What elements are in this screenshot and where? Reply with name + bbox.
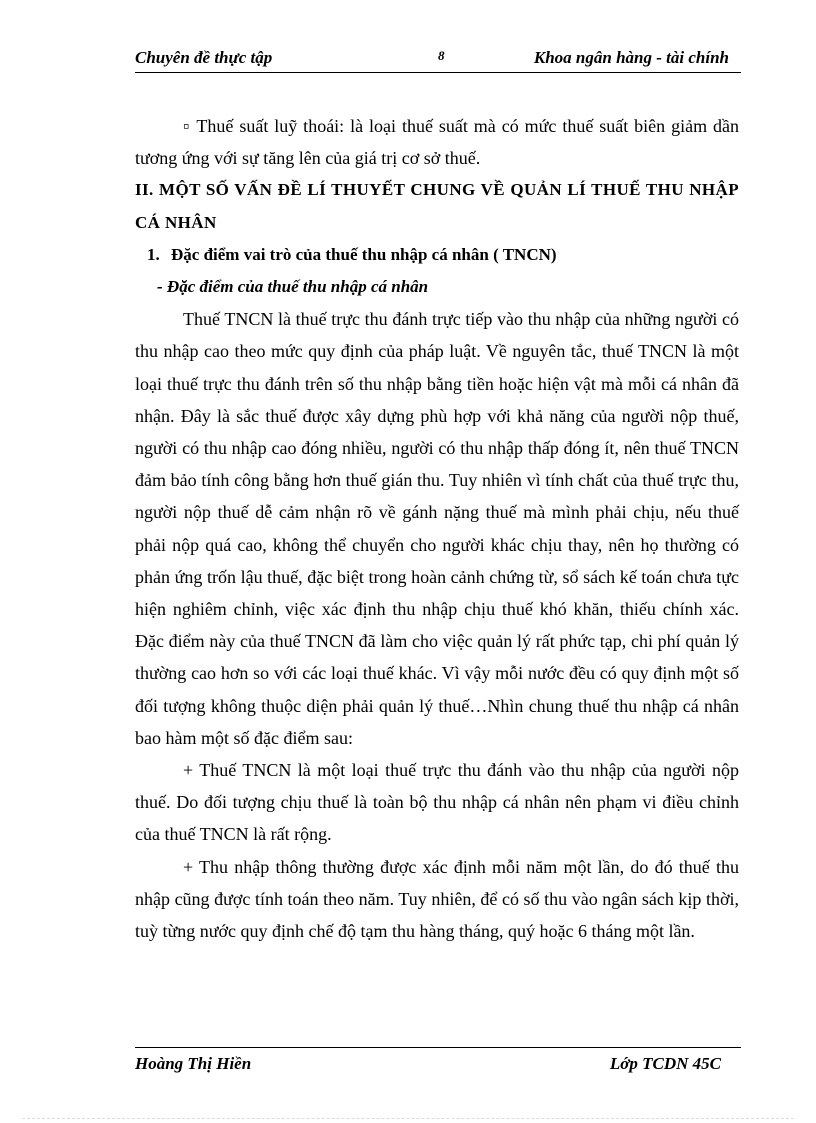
page-bottom-divider xyxy=(22,1118,794,1119)
paragraph-tncn-overview: Thuế TNCN là thuế trực thu đánh trực tiếp vào thu nhập của những người có thu nhập cao theo mức quy định của pháp luật. Về nguyên tắc, thuế TNCN là một loại thuế trực thu đánh trên số thu nhập bằng tiền hoặc hiện vật mà mỗi cá nhân đã nhận. Đây là sắc thuế được xây dựng phù hợp với khả năng của người nộp thuế, người có thu nhập cao đóng nhiều, người có thu nhập thấp đóng ít, nên thuế TNCN đảm bảo tính công bằng hơn thuế gián thu. Tuy nhiên vì tính chất của thuế trực thu, người nộp thuế dễ cảm nhận rõ về gánh nặng thuế mà mình phải chịu, nếu thuế phải nộp quá cao, không thể chuyển cho người khác chịu thay, nên họ thường có phản ứng trốn lậu thuế, đặc biệt trong hoàn cảnh chứng từ, sổ sách kế toán chưa tực hiện nghiêm chỉnh, việc xác định thu nhập chịu thuế khó khăn, thiếu chính xác. Đặc điểm này của thuế TNCN đã làm cho việc quản lý rất phức tạp, chi phí quản lý thường cao hơn so với các loại thuế khác. Vì vậy mỗi nước đều có quy định một số đối tượng không thuộc diện phải quản lý thuế…Nhìn chung thuế thu nhập cá nhân bao hàm một số đặc điểm sau: xyxy=(135,309,739,748)
paragraph-point-direct-tax: + Thuế TNCN là một loại thuế trực thu đánh vào thu nhập của người nộp thuế. Do đối tượng chịu thuế là toàn bộ thu nhập cá nhân nên phạm vi điều chỉnh của thuế TNCN là rất rộng. xyxy=(135,760,739,845)
page-footer xyxy=(135,1047,741,1076)
paragraph-point-annual-income: + Thu nhập thông thường được xác định mỗi năm một lần, do đó thuế thu nhập cũng được tính toán theo năm. Tuy nhiên, để có số thu vào ngân sách kịp thời, tuỳ từng nước quy định chế độ tạm thu hàng tháng, quý hoặc 6 tháng một lần. xyxy=(135,856,739,942)
footer-author: Hoàng Thị Hiền xyxy=(135,1054,252,1073)
subsection-number: 1. xyxy=(147,244,160,264)
subheading-characteristics: - Đặc điểm của thuế thu nhập cá nhân xyxy=(157,277,429,297)
header-report-title: Chuyên đề thực tập xyxy=(135,48,273,67)
subsection-title: Đặc điểm vai trò của thuế thu nhập cá nhân ( TNCN) xyxy=(171,244,557,264)
header-department: Khoa ngân hàng - tài chính xyxy=(533,48,729,67)
subsection-heading-1 xyxy=(135,239,739,271)
document-body xyxy=(135,110,739,947)
header-page-number: 8 xyxy=(438,48,445,63)
footer-class: Lớp TCDN 45C xyxy=(609,1054,721,1073)
page-header xyxy=(135,48,741,73)
section-heading-ii: II. MỘT SỐ VẤN ĐỀ LÍ THUYẾT CHUNG VỀ QUẢN LÍ THUẾ THU NHẬP CÁ NHÂN xyxy=(135,180,739,232)
paragraph-regressive-tax: ▫ Thuế suất luỹ thoái: là loại thuế suất mà có mức thuế suất biên giảm dần tương ứng với sự tăng lên của giá trị cơ sở thuế. xyxy=(135,116,739,169)
